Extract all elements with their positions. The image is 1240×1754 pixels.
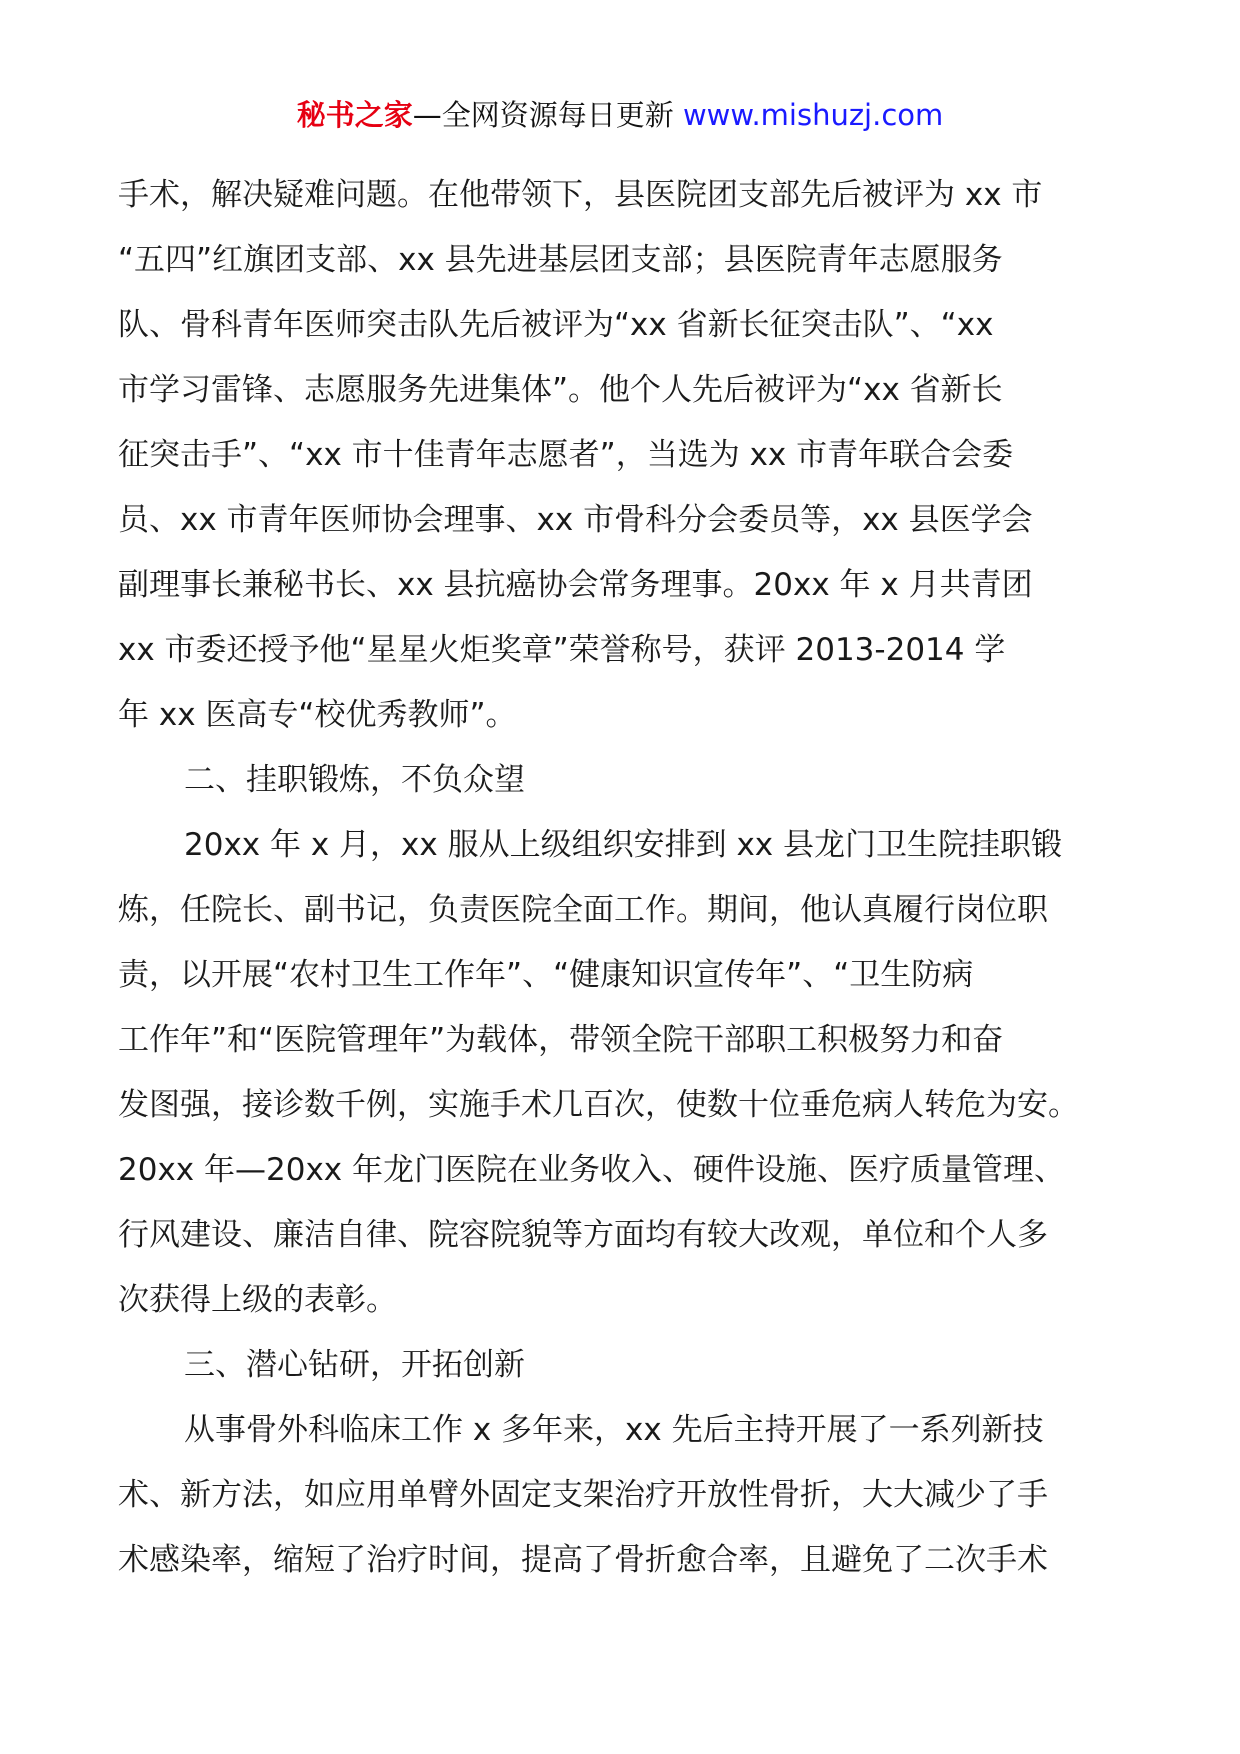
- body-line: 20xx 年—20xx 年龙门医院在业务收入、硬件设施、医疗质量管理、: [118, 1152, 1065, 1188]
- document-body: [118, 163, 1128, 1593]
- paragraph-first-line: 从事骨外科临床工作 x 多年来，xx 先后主持开展了一系列新技: [184, 1412, 1044, 1448]
- site-url-link[interactable]: www.mishuzj.com: [682, 98, 944, 132]
- body-line: 术、新方法，如应用单臂外固定支架治疗开放性骨折，大大减少了手: [118, 1477, 1048, 1513]
- body-line: 工作年”和“医院管理年”为载体，带领全院干部职工积极努力和奋: [118, 1022, 1004, 1058]
- body-line: 行风建设、廉洁自律、院容院貌等方面均有较大改观，单位和个人多: [118, 1217, 1048, 1253]
- body-line: 发图强，接诊数千例，实施手术几百次，使数十位垂危病人转危为安。: [118, 1087, 1079, 1123]
- body-line: 员、xx 市青年医师协会理事、xx 市骨科分会委员等，xx 县医学会: [118, 502, 1033, 538]
- body-line: xx 市委还授予他“星星火炬奖章”荣誉称号，获评 2013-2014 学: [118, 632, 1006, 668]
- body-line: 市学习雷锋、志愿服务先进集体”。他个人先后被评为“xx 省新长: [118, 372, 1003, 408]
- section-heading: 三、潜心钻研，开拓创新: [184, 1347, 525, 1383]
- body-line: 炼，任院长、副书记，负责医院全面工作。期间，他认真履行岗位职: [118, 892, 1048, 928]
- body-line: 手术，解决疑难问题。在他带领下，县医院团支部先后被评为 xx 市: [118, 177, 1043, 213]
- section-heading: 二、挂职锻炼，不负众望: [184, 762, 525, 798]
- body-line: 队、骨科青年医师突击队先后被评为“xx 省新长征突击队”、“xx: [118, 307, 994, 343]
- body-line: 术感染率，缩短了治疗时间，提高了骨折愈合率，且避免了二次手术: [118, 1542, 1048, 1578]
- paragraph-first-line: 20xx 年 x 月，xx 服从上级组织安排到 xx 县龙门卫生院挂职锻: [184, 827, 1062, 863]
- site-header: [0, 95, 1240, 135]
- site-slogan: —全网资源每日更新: [412, 98, 674, 132]
- site-brand: 秘书之家: [296, 98, 413, 132]
- body-line: 责，以开展“农村卫生工作年”、“健康知识宣传年”、“卫生防病: [118, 957, 974, 993]
- body-line: 年 xx 医高专“校优秀教师”。: [118, 697, 517, 733]
- body-line: 副理事长兼秘书长、xx 县抗癌协会常务理事。20xx 年 x 月共青团: [118, 567, 1033, 603]
- body-line: 征突击手”、“xx 市十佳青年志愿者”，当选为 xx 市青年联合会委: [118, 437, 1014, 473]
- body-line: “五四”红旗团支部、xx 县先进基层团支部；县医院青年志愿服务: [118, 242, 1003, 278]
- body-line: 次获得上级的表彰。: [118, 1282, 397, 1318]
